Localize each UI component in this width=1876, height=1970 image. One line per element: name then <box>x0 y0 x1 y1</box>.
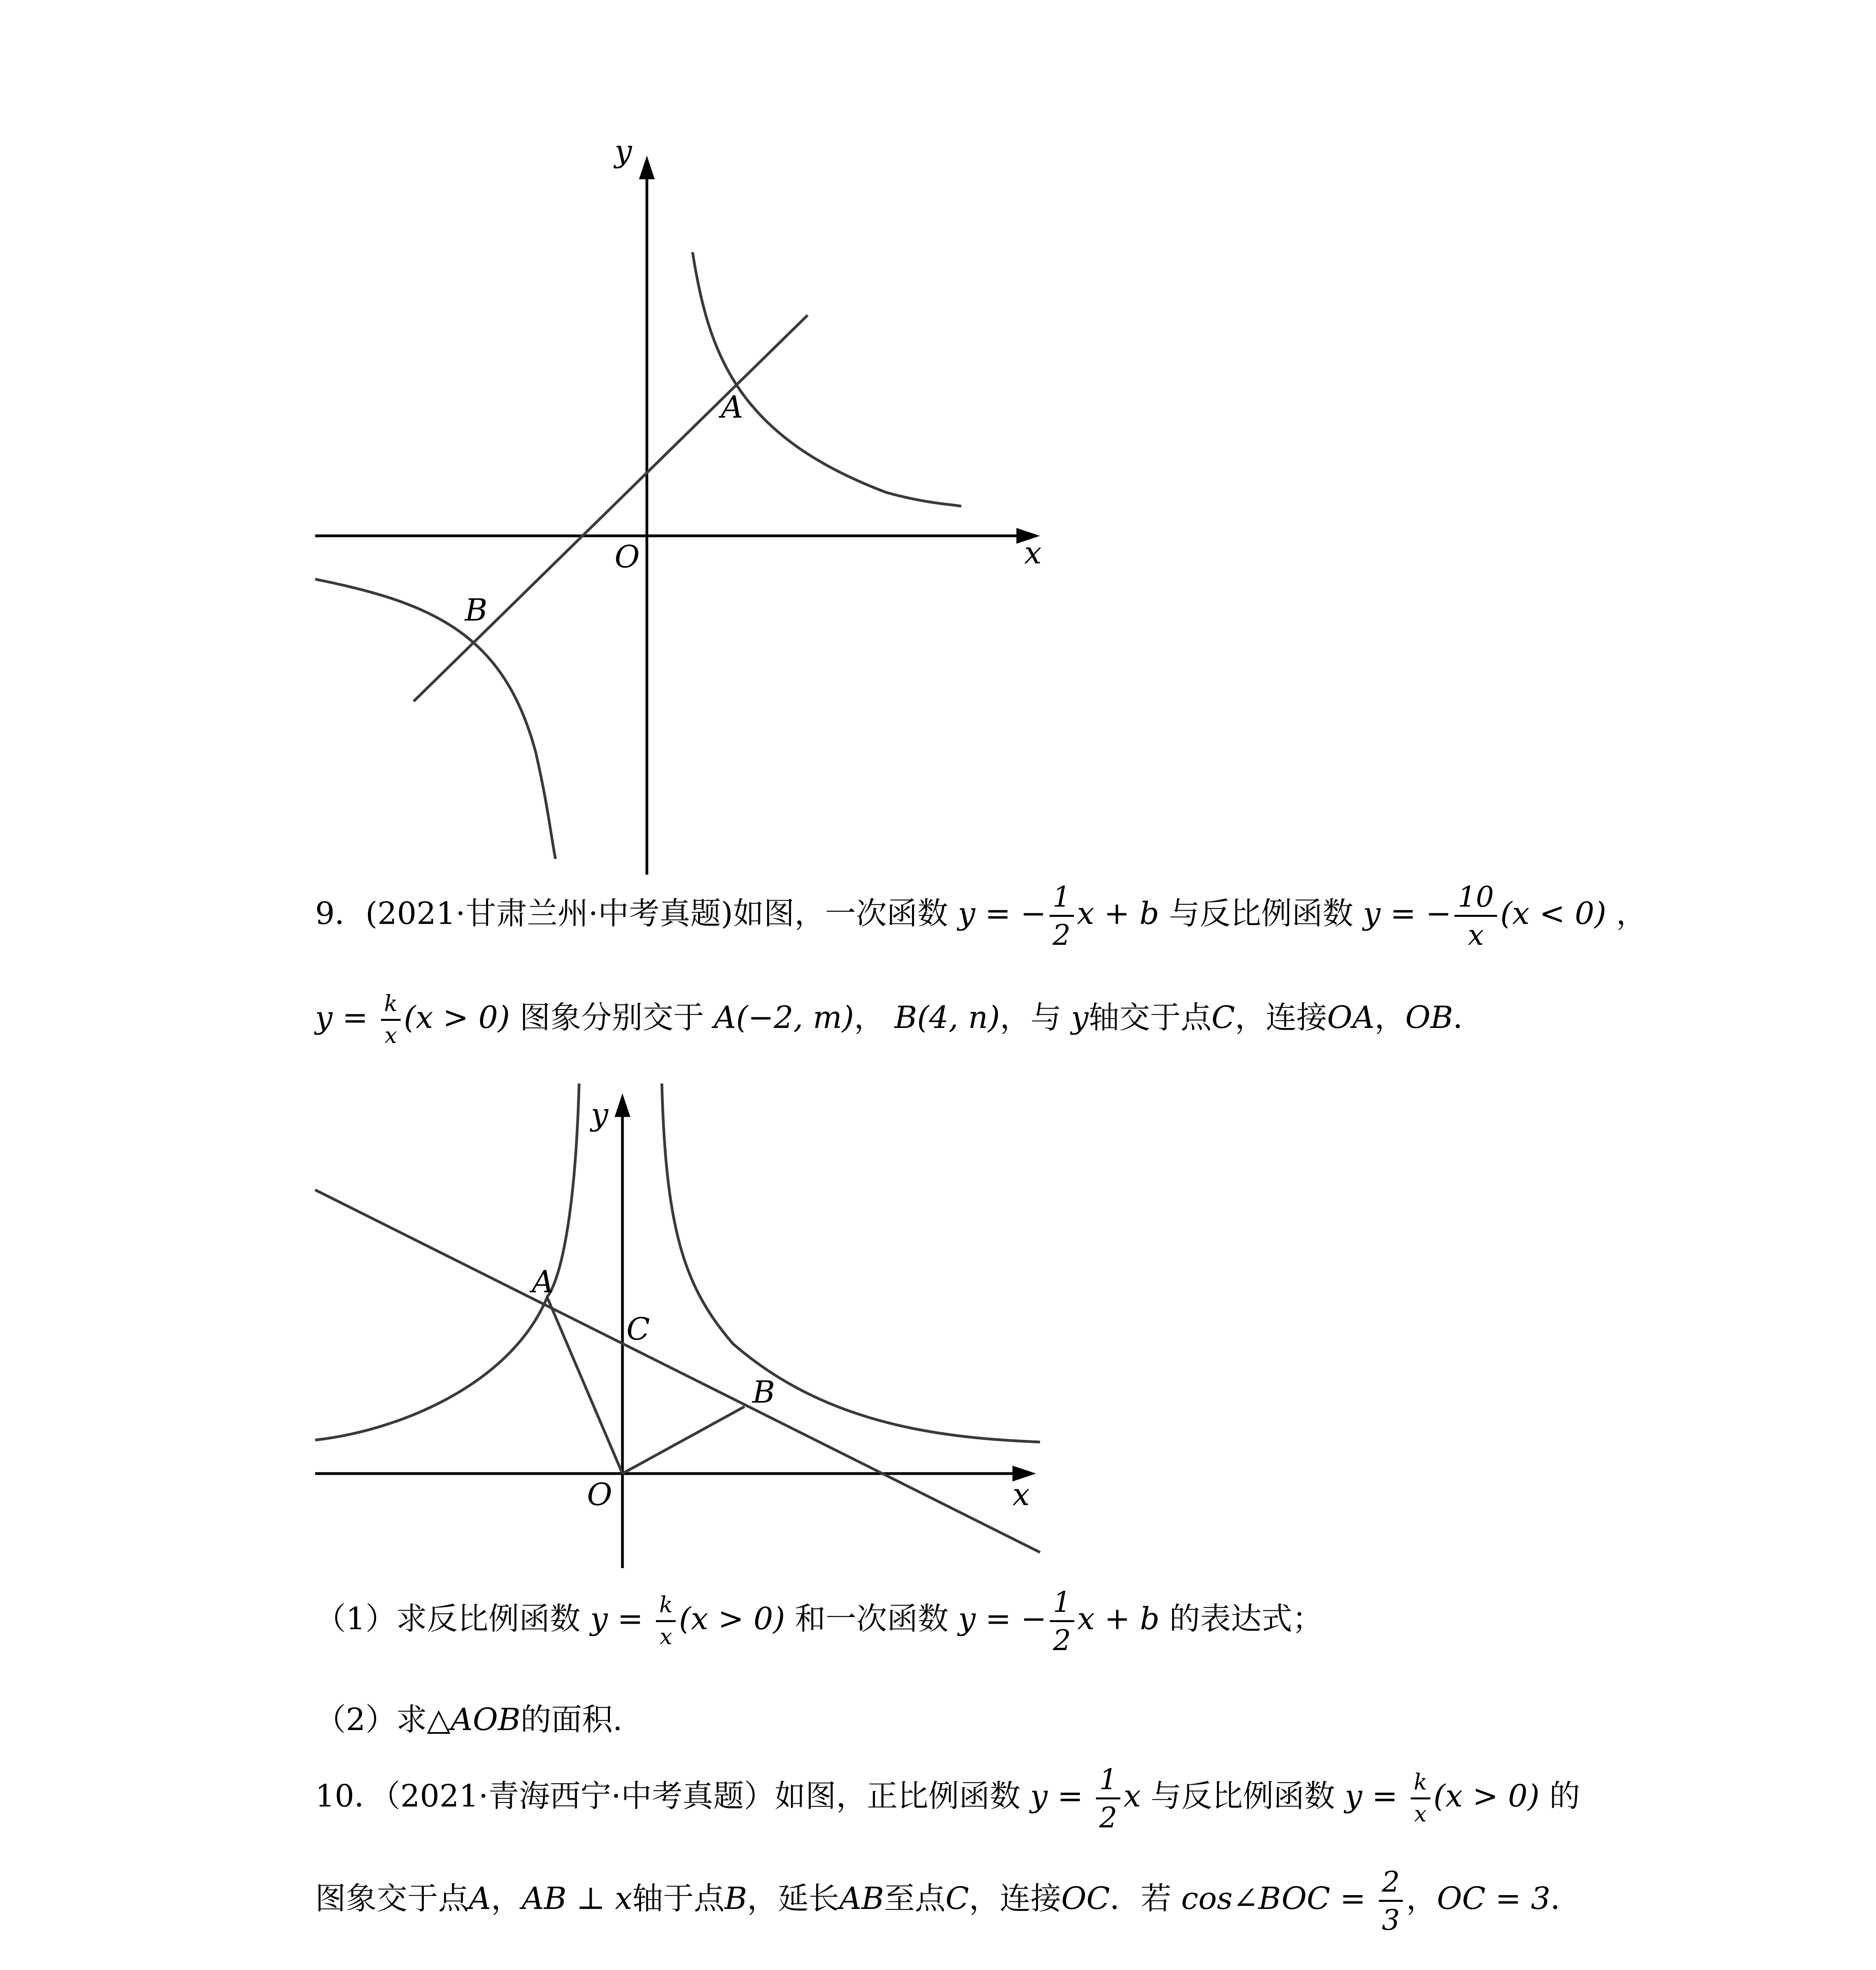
problem-9-intro: 9．(2021·甘肃兰州·中考真题)如图，一次函数 <box>315 896 948 931</box>
inverse-function-expr-k: y = $\frac{k}{x}$ (x > 0) <box>315 991 510 1048</box>
point-b-label: B <box>752 1375 775 1410</box>
x-axis-label: x <box>1012 1477 1030 1513</box>
point-c-label: C <box>626 1312 650 1347</box>
point-a-label: A <box>721 390 743 425</box>
problem-10-line-2: 图象交于点A，AB ⊥ x轴于点B，延长AB至点C，连接OC．若 cos∠BOC = $\frac{2}{3}$ ，OC = 3． <box>315 1865 1581 1937</box>
x-axis-label: x <box>1024 535 1042 571</box>
problem-9-line-1: 9．(2021·甘肃兰州·中考真题)如图，一次函数 y = − $\frac{1}{2}$ x + b 与反比例函数 y = − $\frac{10}{x}$ (x < 0) ， <box>315 880 1647 952</box>
cos-boc-expr: cos∠BOC = $\frac{2}{3}$ <box>1181 1881 1406 1916</box>
point-b-label: B <box>465 593 488 628</box>
problem-9-question-2: （2）求△AOB的面积. <box>315 1702 623 1738</box>
y-axis-arrow-icon <box>639 156 655 179</box>
line-ab <box>315 1190 1040 1552</box>
inverse-function-expr-neg: y = − $\frac{10}{x}$ (x < 0) <box>1363 880 1607 952</box>
point-b-coord: B(4, n) <box>894 1000 1000 1035</box>
direct-proportion-expr: y = $\frac{1}{2}$ x <box>1030 1763 1141 1834</box>
inverse-function-expr-k: y = $\frac{k}{x}$ (x > 0) <box>1345 1769 1540 1827</box>
y-axis-label: y <box>591 1097 609 1132</box>
triangle-aob: △AOB <box>427 1702 521 1738</box>
y-axis-arrow-icon <box>615 1093 630 1117</box>
figure-1-graph <box>315 134 1083 886</box>
hyperbola-branch-third-quadrant <box>315 579 555 859</box>
problem-10-line-1: 10．（2021·青海西宁·中考真题）如图，正比例函数 y = $\frac{1}{2}$ x 与反比例函数 y = $\frac{k}{x}$ (x > 0) 的 <box>315 1763 1580 1834</box>
point-a-label: A <box>532 1264 554 1300</box>
figure-2-svg <box>315 1084 1083 1596</box>
oc-length-expr: OC = 3 <box>1437 1881 1551 1916</box>
linear-function-expr: y = − $\frac{1}{2}$ x + b <box>958 880 1159 952</box>
y-axis-label: y <box>615 134 632 169</box>
origin-label: O <box>615 539 640 575</box>
problem-9-line-2: y = $\frac{k}{x}$ (x > 0) 图象分别交于 A(−2, m)， B(4, n)，与 y轴交于点C，连接OA，OB． <box>315 991 1484 1048</box>
hyperbola-branch-first-quadrant <box>693 252 961 506</box>
figure-1-svg <box>315 134 1083 886</box>
problem-9-question-1: （1）求反比例函数 y = $\frac{k}{x}$ (x > 0) 和一次函数 y = − $\frac{1}{2}$ x + b 的表达式； <box>315 1585 1323 1657</box>
segment-ob <box>622 1407 745 1474</box>
figure-2-graph <box>315 1084 1083 1596</box>
hyperbola-branch-second-quadrant <box>315 1084 579 1440</box>
point-a-coord: A(−2, m) <box>713 1000 854 1035</box>
problem-9-connector: 与反比例函数 <box>1169 896 1354 931</box>
hyperbola-branch-first-quadrant <box>662 1084 1040 1442</box>
origin-label: O <box>587 1477 612 1513</box>
